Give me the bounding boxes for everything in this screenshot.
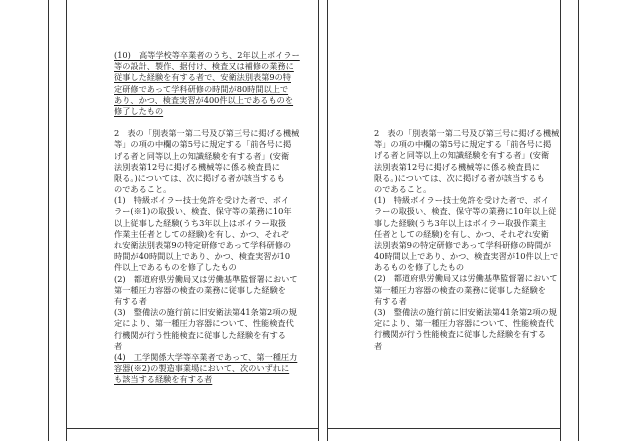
- right-paragraph-2-line: 限る。)については、次に掲げる者が該当するも: [374, 172, 545, 183]
- left-item-2-line: 第一種圧力容器の検査の業務に従事した経験を: [114, 284, 286, 295]
- left-item-10-line: あり、かつ、検査実習が400件以上であるものを: [114, 94, 294, 105]
- left-paragraph-2-line: のであること。: [114, 184, 172, 195]
- left-item-1-line: れ安衛法別表第9の特定研修であって学科研修の: [114, 240, 292, 250]
- right-column: [374, 128, 559, 352]
- table-border-left-inner: [66, 0, 67, 441]
- table-bottom-rule-right: [327, 428, 560, 429]
- left-item-10: [114, 50, 300, 117]
- right-item-1-line: 40時間以上であり、かつ、検査実習が10件以上で: [374, 251, 559, 262]
- left-item-10-line: 定研修であって学科研修の時間が80時間以上で: [114, 83, 289, 94]
- right-paragraph-2-line: のであること。: [374, 183, 432, 194]
- left-column: [114, 50, 300, 385]
- right-paragraph-2-line: 法別表第12号に掲げる機械等に係る検査員に: [374, 161, 540, 172]
- right-item-3-line: 行機関が行う性能検査に従事した経験を有する: [374, 329, 546, 340]
- left-item-1-line: 時間が40時間以上であり、かつ、検査実習が10: [114, 251, 291, 262]
- right-paragraph-2: [374, 128, 559, 195]
- left-item-10-line: 従事した経験を有する者で、安衛法別表第9の特: [114, 72, 291, 83]
- right-paragraph-2-line: 等」の項の中欄の第5号に規定する「前各号に掲: [374, 139, 552, 150]
- left-item-4-line: も該当する経験を有する者: [114, 374, 213, 385]
- right-item-3: [374, 307, 559, 352]
- right-item-2-line: 第一種圧力容器の検査の業務に従事した経験を: [374, 284, 546, 295]
- left-item-3-line: 定により、第一種圧力容器について、性能検査代: [114, 318, 294, 329]
- right-item-1: [374, 195, 559, 273]
- left-item-10-line: 等の設計、製作、据付け、検査又は補修の業務に: [114, 61, 294, 72]
- left-paragraph-2-line: 2 表の「別表第一第二号及び第三号に掲げる機械: [114, 128, 300, 139]
- left-item-1-line: ラー(※1)の取扱い、検査、保守等の業務に10年: [114, 206, 292, 217]
- right-item-3-line: 者: [374, 340, 383, 351]
- left-paragraph-2-line: 等」の項の中欄の第5号に規定する「前各号に掲: [114, 139, 292, 150]
- right-item-3-line: 定により、第一種圧力容器について、性能検査代: [374, 318, 554, 329]
- left-item-10-line: 修了したもの: [114, 105, 164, 116]
- right-item-2: [374, 273, 559, 307]
- table-border-mid: [327, 0, 328, 441]
- left-item-2-line: (2) 都道府県労働局又は労働基準監督署において: [114, 273, 298, 284]
- table-border-right-inner: [560, 0, 561, 441]
- right-item-1-line: (1) 特級ボイラー技士免許を受けた者で、ボイ: [374, 195, 550, 206]
- left-item-3-line: 行機関が行う性能検査に従事した経験を有する: [114, 329, 286, 340]
- left-item-3-line: 者: [114, 340, 123, 351]
- column-divider: [318, 0, 319, 441]
- table-border-right-outer: [578, 0, 579, 441]
- table-border-left-outer: [48, 0, 49, 441]
- left-item-10-line: (10) 高等学校等卒業者のうち、2年以上ボイラー: [114, 50, 300, 60]
- left-paragraph-2: [114, 128, 300, 195]
- right-paragraph-2-line: 2 表の「別表第一第二号及び第三号に掲げる機械: [374, 128, 560, 138]
- left-item-2: [114, 274, 300, 308]
- left-paragraph-2-line: げる者と同等以上の知識経験を有する者」(安衛: [114, 150, 290, 161]
- left-item-4-line: (4) 工学関係大学等卒業者であって、第一種圧力: [114, 351, 298, 362]
- right-item-2-line: (2) 都道府県労働局又は労働基準監督署において: [374, 273, 558, 284]
- right-item-2-line: 有する者: [374, 295, 407, 306]
- right-item-1-line: 事した経験(うち3年以上はボイラー取扱作業主: [374, 217, 547, 228]
- left-item-1-line: (1) 特級ボイラー技士免許を受けた者で、ボイ: [114, 195, 290, 206]
- left-item-2-line: 有する者: [114, 295, 147, 306]
- left-item-1-line: 作業主任者としての経験)を有し、かつ、それぞ: [114, 228, 289, 239]
- right-item-1-line: 法別表第9の特定研修であって学科研修の時間が: [374, 239, 552, 250]
- left-item-4: [114, 352, 300, 386]
- left-item-1-line: 以上従事した経験(うち3年以上はボイラー取扱: [114, 217, 287, 228]
- left-item-3: [114, 307, 300, 352]
- right-item-1-line: あるものを修了したもの: [374, 262, 465, 273]
- right-item-3-line: (3) 整備法の施行前に旧安衛法第41条第2項の規: [374, 307, 557, 317]
- left-item-4-line: 容器(※2)の製造事業場において、次のいずれに: [114, 363, 290, 374]
- table-bottom-rule-left: [66, 428, 318, 429]
- left-paragraph-2-line: 法別表第12号に掲げる機械等に係る検査員に: [114, 161, 280, 172]
- left-item-1-line: 件以上であるものを修了したもの: [114, 262, 237, 273]
- right-item-1-line: ラーの取扱い、検査、保守等の業務に10年以上従: [374, 206, 557, 217]
- right-paragraph-2-line: げる者と同等以上の知識経験を有する者」(安衛: [374, 150, 550, 161]
- left-item-3-line: (3) 整備法の施行前に旧安衛法第41条第2項の規: [114, 307, 297, 318]
- right-item-1-line: 任者としての経験)を有し、かつ、それぞれ安衛: [374, 228, 549, 239]
- left-item-1: [114, 195, 300, 273]
- left-paragraph-2-line: 限る。)については、次に掲げる者が該当するも: [114, 172, 285, 183]
